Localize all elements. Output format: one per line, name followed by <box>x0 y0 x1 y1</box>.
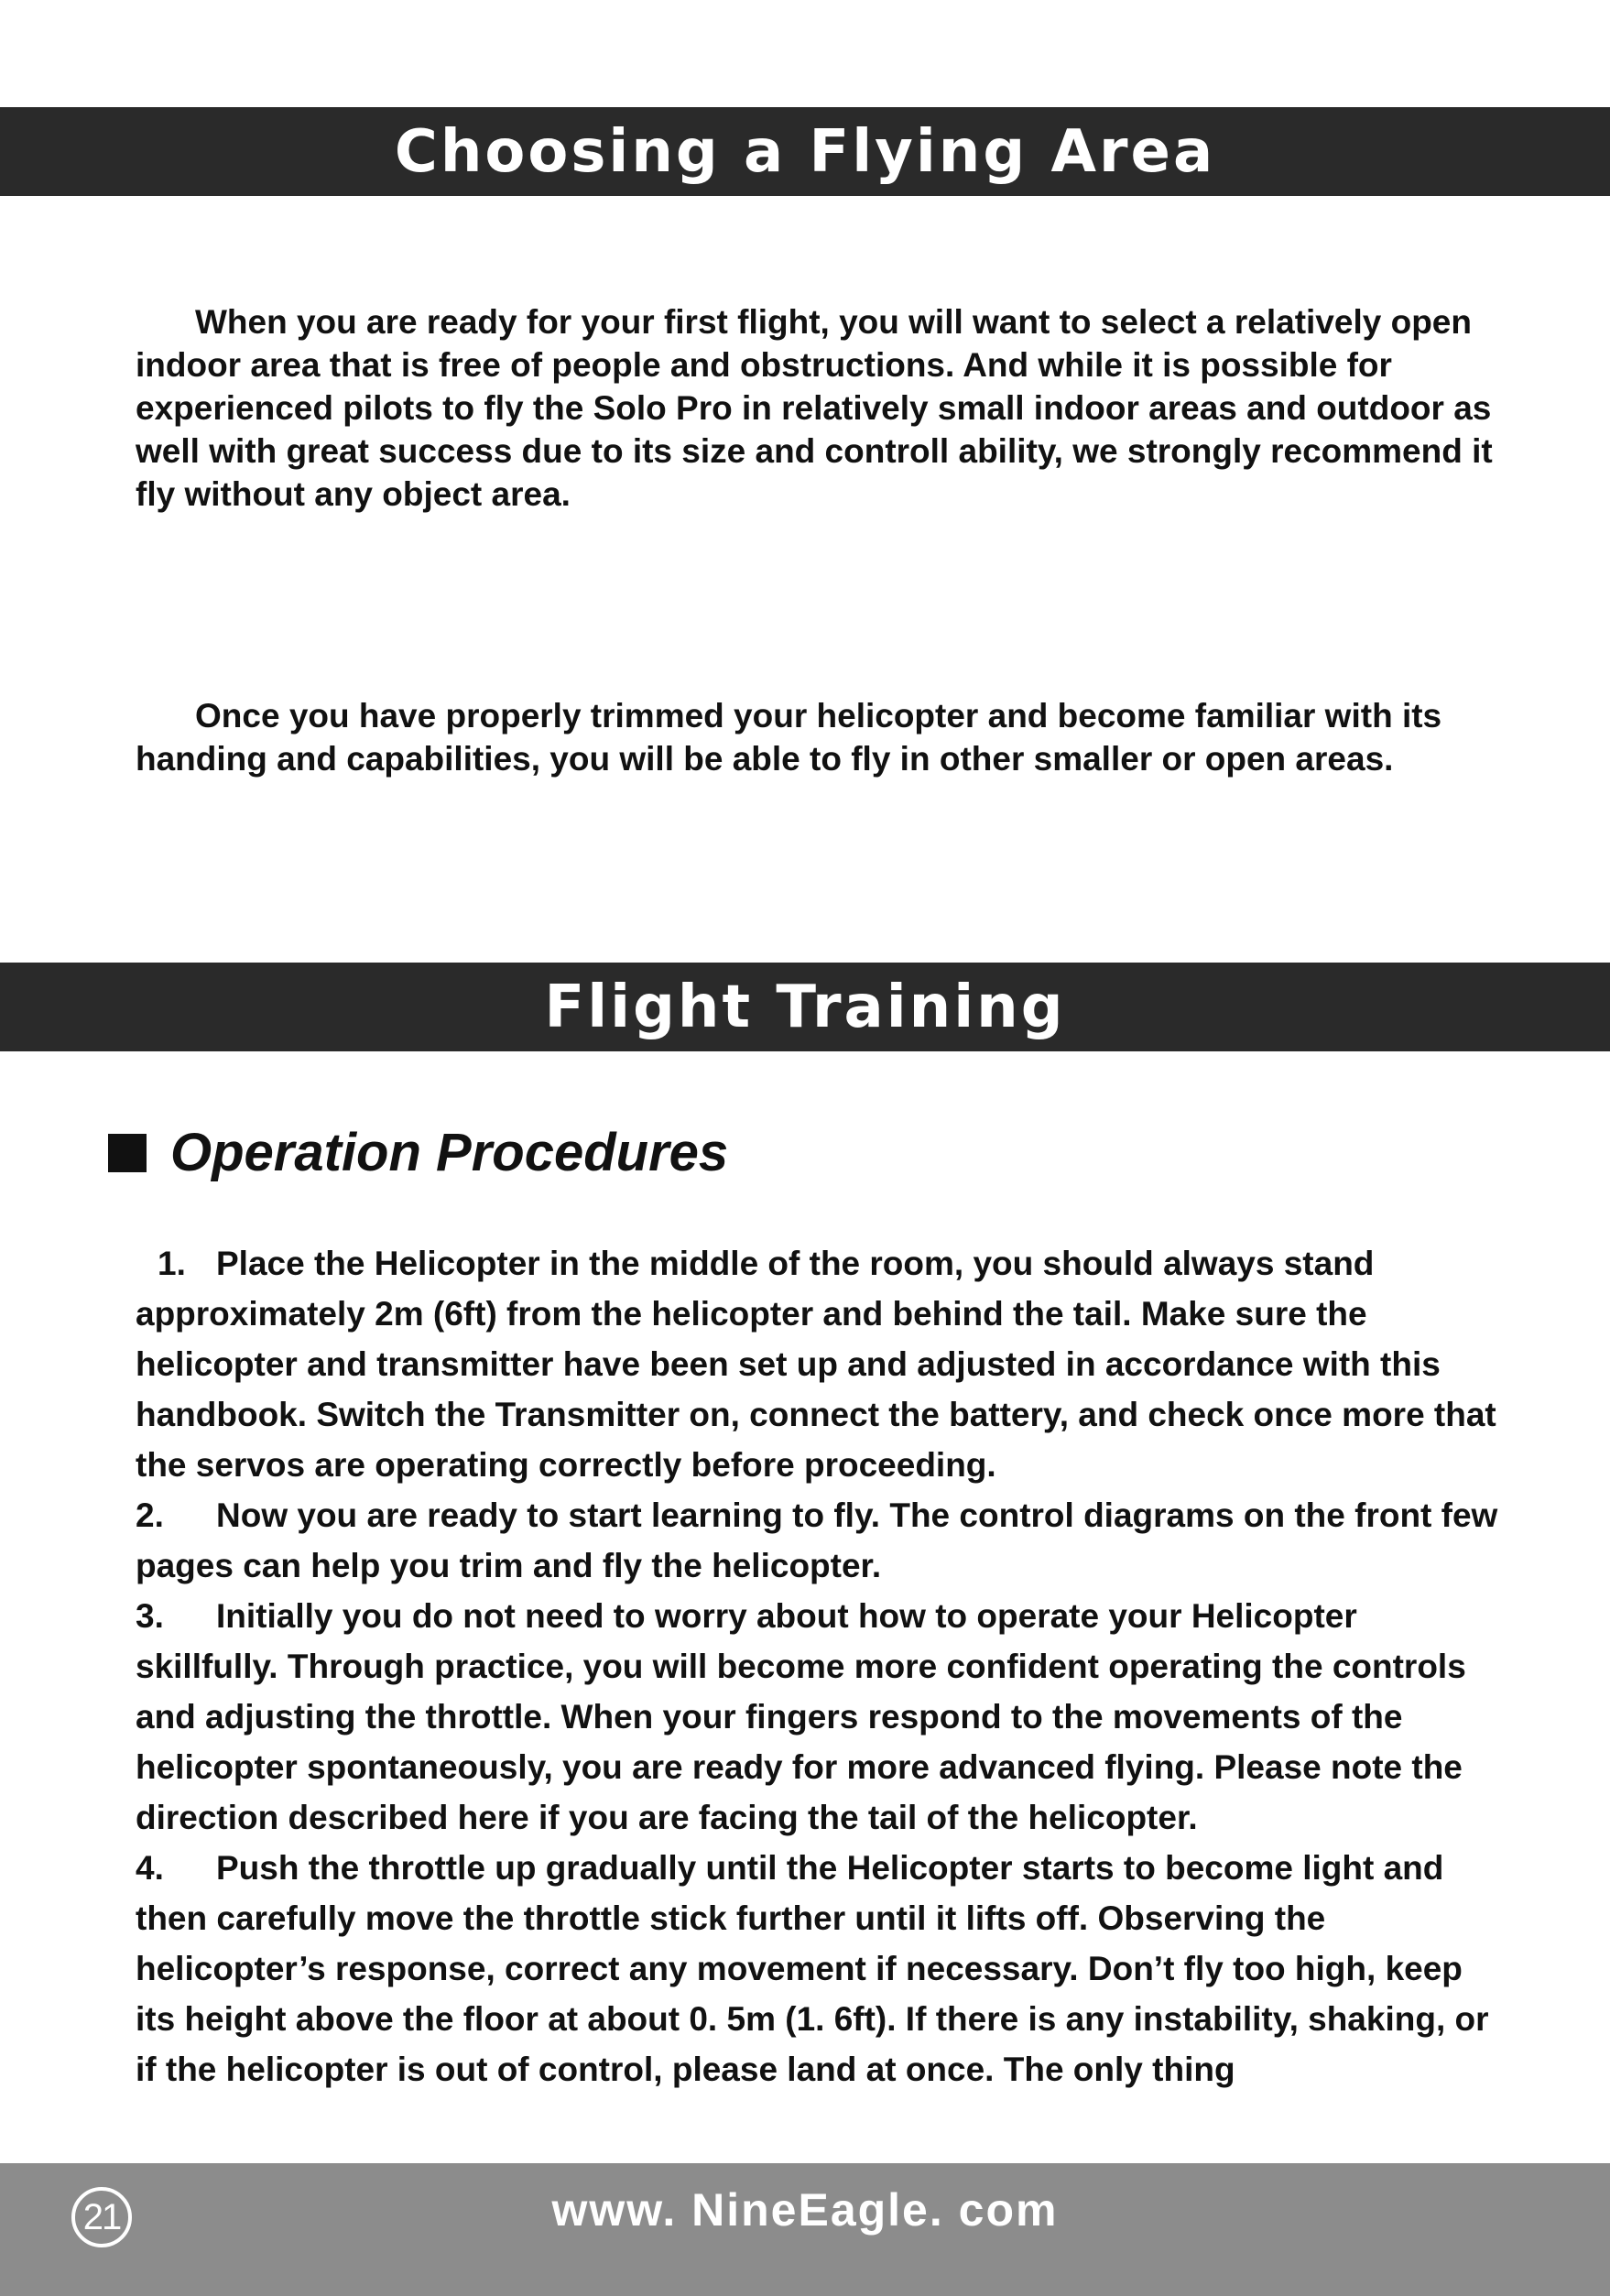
procedure-list <box>136 1238 1500 2095</box>
step-number: 3. <box>136 1597 164 1635</box>
section-title: Choosing a Flying Area <box>394 117 1216 186</box>
step-text: Push the throttle up gradually until the Helicopter starts to become light and then carefully move the throttle stick further until it lifts off. Observing the helicopter’s response, correct any movement if necessary. Don’t fly too high, keep its height above the floor at about 0. 5m (1. 6ft). If there is any instability, shaking, or if the helicopter is out of control, please land at once. The only thing <box>136 1849 1489 2088</box>
page-number: 21 <box>71 2187 132 2247</box>
square-bullet-icon <box>108 1134 147 1172</box>
step-text: Place the Helicopter in the middle of the room, you should always stand approximately 2m (6ft) from the helicopter and behind the tail. Make sure the helicopter and transmitter have been set up and adjusted in accordance with this handbook. Switch the Transmitter on, connect the battery, and check once more that the servos are operating correctly before proceeding. <box>136 1245 1496 1484</box>
step-number: 2. <box>136 1496 164 1534</box>
step-number: 4. <box>136 1849 164 1887</box>
website-url: www. NineEagle. com <box>551 2184 1059 2236</box>
paragraph: When you are ready for your first flight, you will want to select a relatively open indoor area that is free of people and obstructions. And while it is possible for experienced pilots to fly the Solo Pro in relatively small indoor areas and outdoor as well with great success due to its size and controll ability, we strongly recommend it fly without any object area. <box>136 303 1493 513</box>
section-banner-flight-training <box>0 963 1610 1051</box>
step-number: 1. <box>158 1245 186 1282</box>
page-footer <box>0 2163 1610 2296</box>
section-title: Flight Training <box>544 973 1066 1041</box>
list-item <box>136 1591 1500 1843</box>
step-text: Initially you do not need to worry about how to operate your Helicopter skillfully. Through practice, you will become more confident operating the controls and adjusting the throttle. When your fingers respond to the movements of the helicopter spontaneously, you are ready for more advanced flying. Please note the direction described here if you are facing the tail of the helicopter. <box>136 1597 1466 1836</box>
list-item <box>136 1843 1500 2095</box>
step-text: Now you are ready to start learning to fly. The control diagrams on the front few pages can help you trim and fly the helicopter. <box>136 1496 1498 1584</box>
subheading-text: Operation Procedures <box>170 1123 729 1182</box>
paragraph: Once you have properly trimmed your helicopter and become familiar with its handing and capabilities, you will be able to fly in other smaller or open areas. <box>136 697 1442 778</box>
section-banner-flying-area <box>0 107 1610 196</box>
list-item <box>136 1238 1500 1490</box>
subheading <box>108 1122 728 1183</box>
list-item <box>136 1490 1500 1591</box>
